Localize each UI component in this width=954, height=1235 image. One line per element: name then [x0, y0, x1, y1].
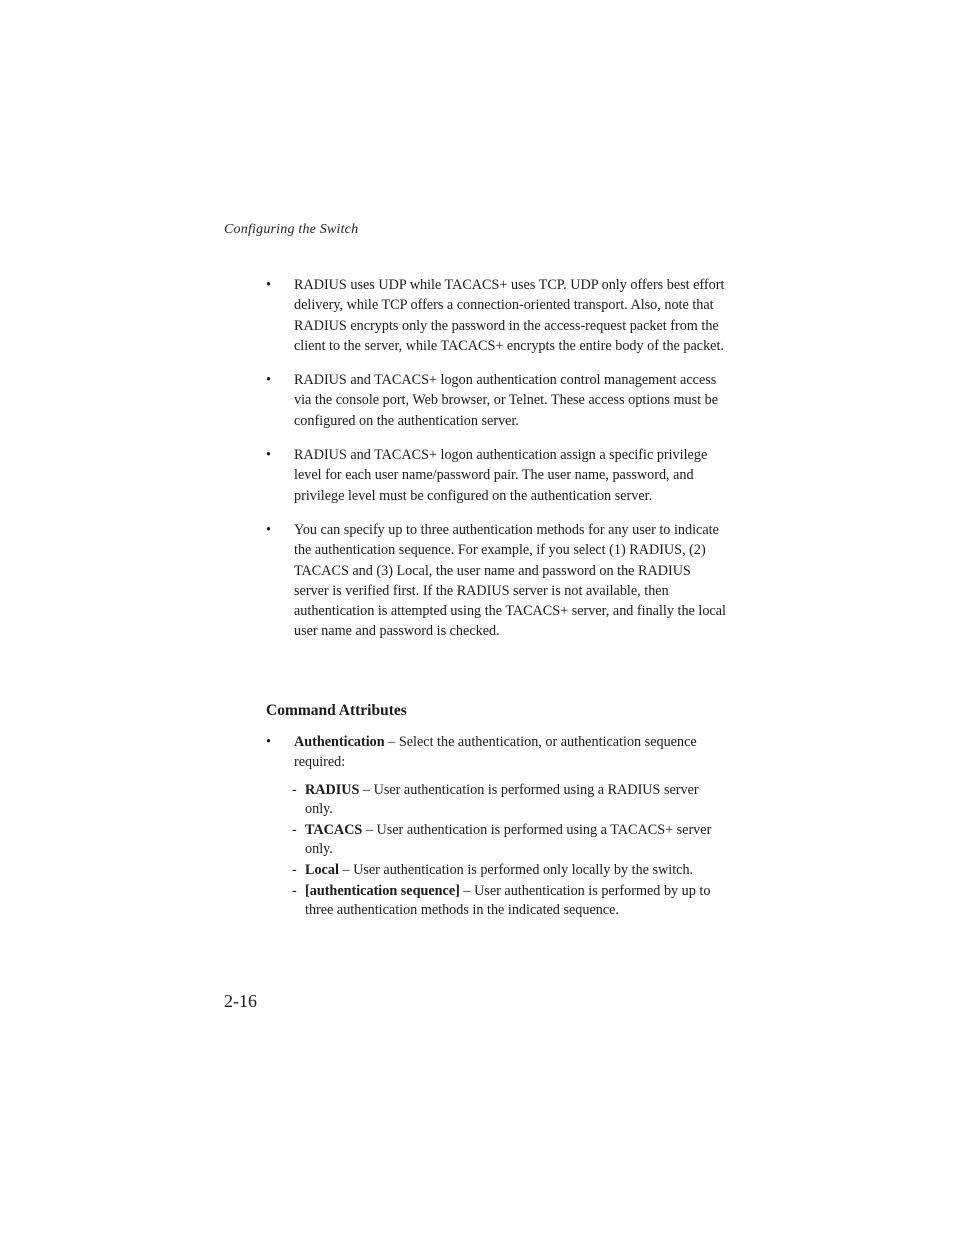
- option-list: [292, 781, 726, 920]
- option-description: – User authentication is performed using a RADIUS server only.: [305, 781, 699, 817]
- attribute-description: – Select the authentication, or authentication sequence required:: [294, 734, 697, 771]
- attribute-term: Authentication: [294, 734, 385, 750]
- running-header: Configuring the Switch: [224, 222, 359, 237]
- option-term: TACACS: [305, 821, 363, 838]
- bullet-marker: •: [266, 447, 271, 464]
- bullet-marker: •: [266, 734, 271, 750]
- dash-marker: -: [292, 861, 297, 878]
- attribute-item-authentication: [266, 732, 726, 773]
- option-term: RADIUS: [305, 781, 360, 798]
- bullet-text: RADIUS and TACACS+ logon authentication control management access via the console port, Web browser, or Telnet. These access options must be configured on the authentication server.: [294, 372, 719, 429]
- option-term: Local: [305, 861, 339, 878]
- bullet-item: [266, 370, 726, 431]
- bullet-text: You can specify up to three authentication methods for any user to indicate the authentication sequence. For example, if you select (1) RADIUS, (2) TACACS and (3) Local, the user name and password on the RADIUS server is verified first. If the RADIUS server is not available, then authentication is attempted using the TACACS+ server, and finally the local user name and password is checked.: [294, 521, 726, 640]
- bullet-item: [266, 445, 726, 506]
- bullet-text: RADIUS and TACACS+ logon authentication assign a specific privilege level for each user name/password pair. The user name, password, and privilege level must be configured on the authentication server.: [294, 447, 708, 504]
- option-description: – User authentication is performed by up to three authentication methods in the indicated sequence.: [305, 882, 711, 918]
- bullet-text: RADIUS uses UDP while TACACS+ uses TCP. UDP only offers best effort delivery, while TCP offers a connection-oriented transport. Also, note that RADIUS encrypts only the password in the access-request packet from the client to the server, while TACACS+ encrypts the entire body of the packet.: [294, 277, 725, 354]
- dash-marker: -: [292, 821, 297, 838]
- option-item-authentication-sequence: [292, 882, 726, 920]
- dash-marker: -: [292, 882, 297, 899]
- option-description: – User authentication is performed using a TACACS+ server only.: [305, 821, 712, 857]
- dash-marker: -: [292, 781, 297, 798]
- bullet-item: [266, 520, 726, 642]
- bullet-marker: •: [266, 372, 271, 389]
- option-item-radius: [292, 781, 726, 819]
- option-item-local: [292, 861, 726, 880]
- option-description: – User authentication is performed only locally by the switch.: [338, 861, 694, 878]
- bullet-item: [266, 275, 726, 356]
- bullet-marker: •: [266, 521, 271, 538]
- bullet-marker: •: [266, 277, 271, 293]
- section-heading: Command Attributes: [266, 702, 407, 719]
- attribute-list: [266, 732, 726, 922]
- option-term: [authentication sequence]: [305, 882, 460, 899]
- page-number: 2-16: [224, 991, 257, 1011]
- option-item-tacacs: [292, 821, 726, 859]
- bullet-list: [266, 275, 726, 642]
